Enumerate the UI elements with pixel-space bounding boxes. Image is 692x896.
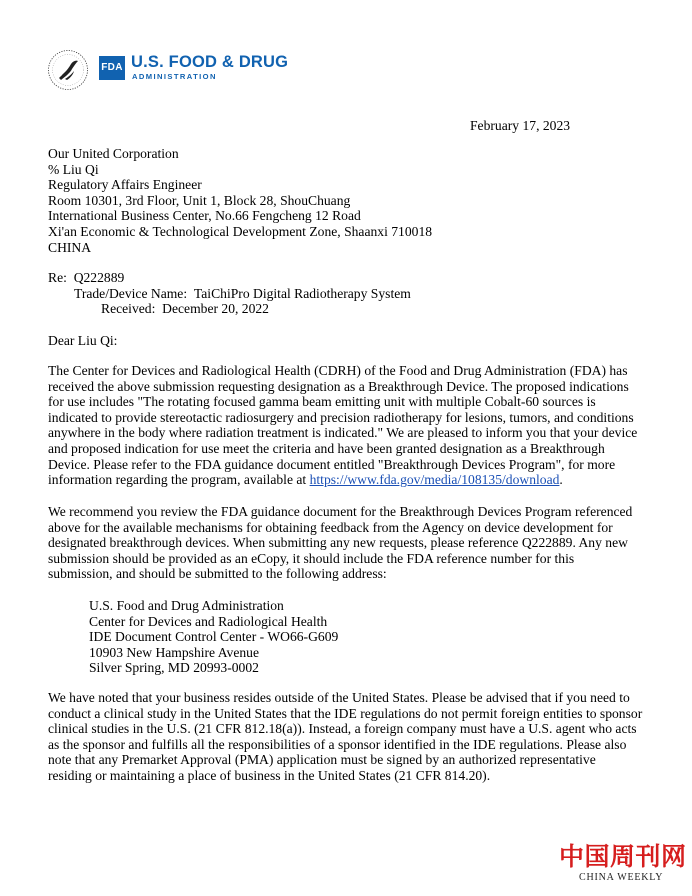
hhs-seal-icon: [47, 49, 89, 91]
watermark-chinese: 中国周刊网: [559, 842, 687, 871]
fda-address-line: IDE Document Control Center - WO66-G609: [89, 629, 339, 645]
recipient-address-line: International Business Center, No.66 Fengcheng 12 Road: [48, 208, 361, 224]
paragraph-designation: [48, 363, 637, 488]
recipient-title: Regulatory Affairs Engineer: [48, 177, 202, 193]
paragraph-designation-end: .: [559, 472, 563, 488]
recipient-company: Our United Corporation: [48, 146, 179, 161]
recipient-block: [48, 146, 432, 255]
received-line: [101, 301, 269, 317]
fda-address-block: [89, 598, 338, 676]
fda-logo-box: FDA: [99, 56, 125, 80]
trade-value: TaiChiPro Digital Radiotherapy System: [193, 286, 411, 301]
fda-address-line: Center for Devices and Radiological Health: [89, 613, 328, 629]
re-label: Re:: [48, 270, 67, 285]
fda-address-line: U.S. Food and Drug Administration: [89, 598, 284, 613]
salutation: Dear Liu Qi:: [48, 333, 118, 348]
paragraph-recommendation: We recommend you review the FDA guidance document for the Breakthrough Devices Program referenced above for the available mechanisms for obtaining feedback from the Agency on device development for designated breakthrough devices. When submitting any new requests, please reference Q222889. Any new submission should be provided as an eCopy, it should include the FDA reference number for this submission, and should be submitted to the following address:: [48, 504, 633, 582]
watermark-english: CHINA WEEKLY: [579, 872, 664, 883]
fda-address-line: Silver Spring, MD 20993-0002: [89, 660, 259, 676]
re-value: Q222889: [73, 270, 125, 285]
received-label: Received:: [101, 301, 156, 316]
guidance-link[interactable]: https://www.fda.gov/media/108135/download: [309, 472, 560, 488]
recipient-address-line: Room 10301, 3rd Floor, Unit 1, Block 28, ShouChuang: [48, 192, 351, 208]
agency-name: U.S. FOOD & DRUG: [131, 53, 289, 71]
recipient-country: CHINA: [48, 239, 92, 255]
letter-date: February 17, 2023: [470, 118, 571, 133]
agency-subtitle: ADMINISTRATION: [132, 72, 217, 81]
fda-address-line: 10903 New Hampshire Avenue: [89, 644, 260, 660]
received-value: December 20, 2022: [162, 301, 269, 316]
recipient-address-line: Xi'an Economic & Technological Development Zone, Shaanxi 710018: [48, 223, 433, 239]
trade-name-line: [74, 286, 411, 302]
paragraph-foreign-entity: We have noted that your business resides outside of the United States. Please be advised that if you need to conduct a clinical study in the United States that the IDE regulations do not permit foreign entities to sponsor clinical studies in the U.S. (21 CFR 812.18(a)). Instead, a foreign company must have a U.S. agent who acts as the sponsor and fulfills all the responsibilities of a sponsor identified in the IDE regulations. Please also note that any Premarket Approval (PMA) application must be signed by an authorized representative residing or maintaining a place of business in the United States (21 CFR 814.20).: [48, 690, 643, 783]
paragraph-designation-text: The Center for Devices and Radiological Health (CDRH) of the Food and Drug Administration (FDA) has received the above submission requesting designation as a Breakthrough Device. The proposed indications for use includes "The rotating focused gamma beam emitting unit with multiple Cobalt-60 sources is indicated to provide stereotactic radiosurgery and precision radiotherapy for lesions, tumors, and conditions anywhere in the body where radiation treatment is indicated." We are pleased to inform you that your device and proposed indication for use meet the criteria and have been granted designation as a Breakthrough Device. Please refer to the FDA guidance document entitled "Breakthrough Devices Program", for more information regarding the program, available at: [48, 363, 638, 488]
recipient-attention: % Liu Qi: [48, 161, 99, 177]
re-line: [48, 270, 124, 286]
trade-label: Trade/Device Name:: [74, 286, 188, 301]
